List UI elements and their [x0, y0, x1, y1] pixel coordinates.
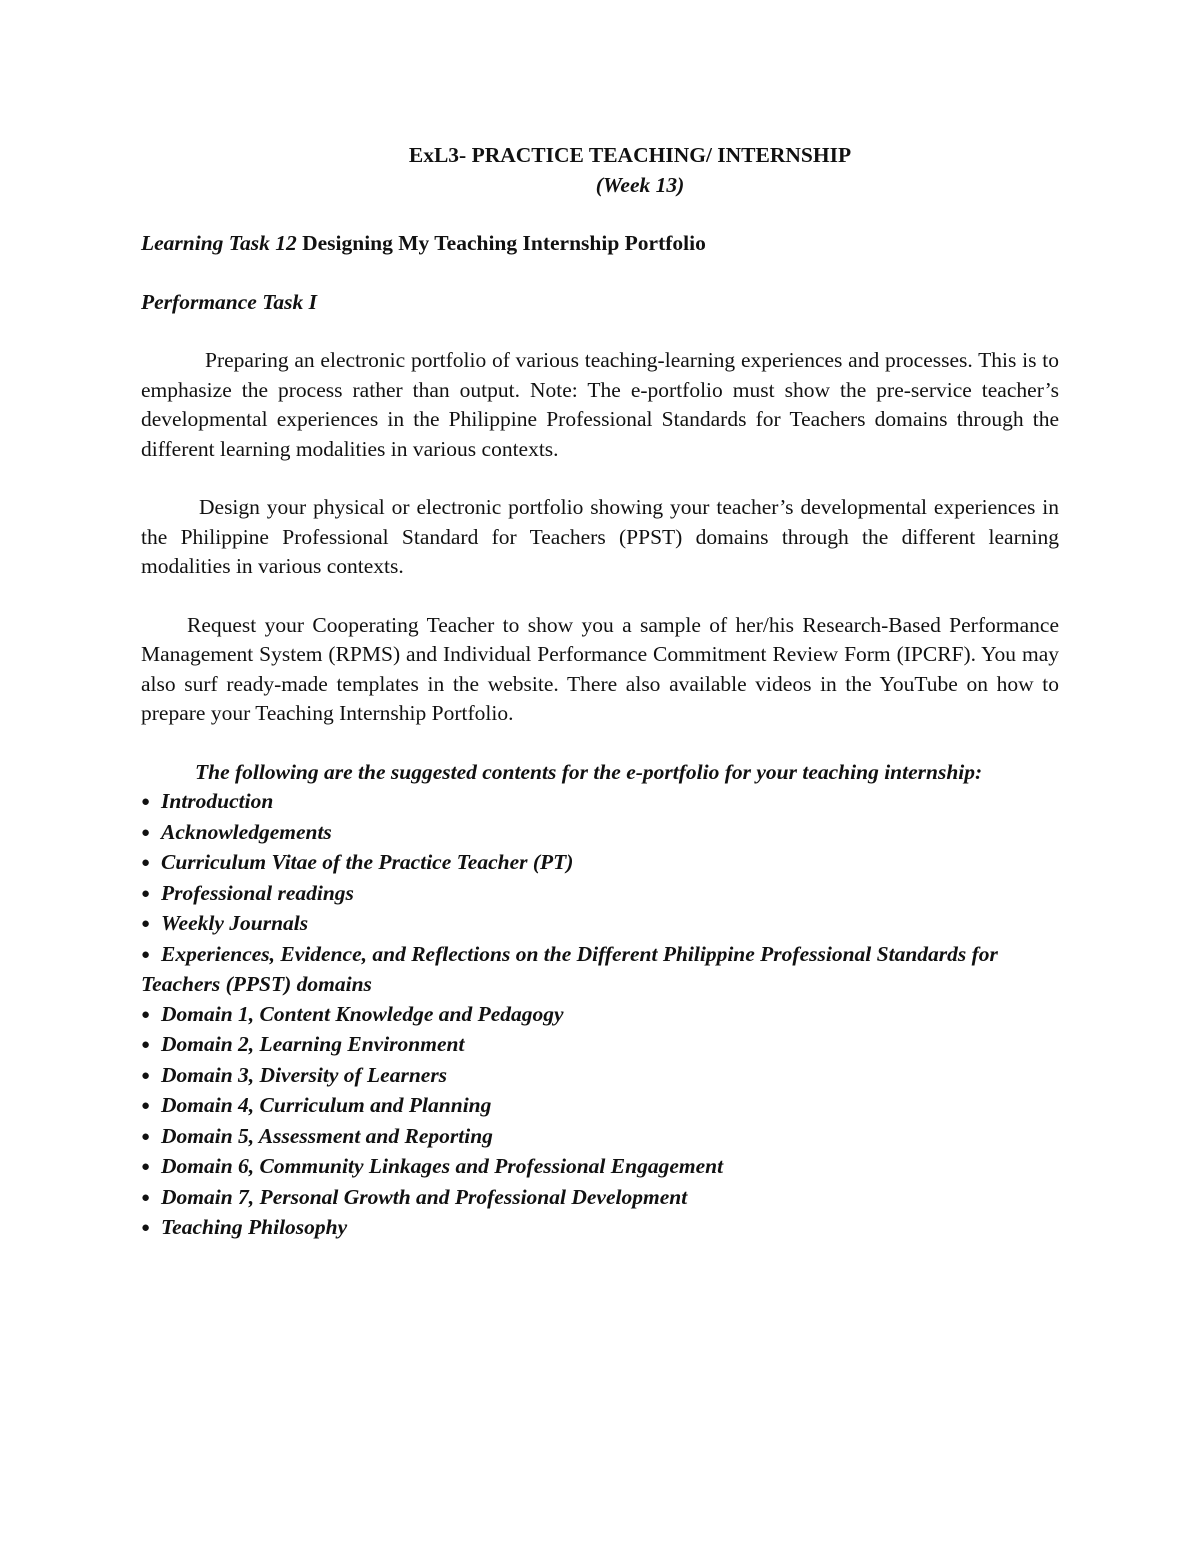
- contents-list: [141, 787, 1059, 1244]
- list-item: ● Acknowledgements: [141, 818, 1059, 849]
- contents-intro: The following are the suggested contents for the e-portfolio for your teaching internship:: [195, 759, 983, 784]
- bullet-icon: ●: [141, 1037, 151, 1053]
- list-item: ● Domain 3, Diversity of Learners: [141, 1061, 1059, 1092]
- list-item: ● Experiences, Evidence, and Reflections on the Different Philippine Professional Standards for Teachers (PPST) domains: [141, 941, 998, 996]
- bullet-icon: ●: [141, 1067, 151, 1084]
- bullet-icon: ●: [141, 1128, 151, 1145]
- list-item: ● Curriculum Vitae of the Practice Teacher (PT): [141, 848, 1059, 879]
- bullet-icon: ●: [141, 1006, 151, 1023]
- bullet-icon: ●: [141, 1098, 151, 1114]
- paragraph-eportfolio: Preparing an electronic portfolio of various teaching-learning experiences and processes. This is to emphasize the process rather than output. Note: The e-portfolio must show the pre-service teacher’s developmental experiences in the Philippine Professional Standards for Teachers domains through the different learning modalities in various contexts.: [141, 348, 1059, 461]
- document-title: ExL3- PRACTICE TEACHING/ INTERNSHIP: [408, 143, 852, 167]
- performance-task-heading: Performance Task I: [141, 289, 317, 314]
- bullet-icon: ●: [141, 855, 151, 871]
- bullet-icon: ●: [141, 1220, 151, 1236]
- paragraph-design: Design your physical or electronic portfolio showing your teacher’s developmental experiences in the Philippine Professional Standard for Teachers (PPST) domains through the different learning modalities in various contexts.: [141, 495, 1059, 578]
- document-page: [141, 141, 1059, 1244]
- list-item: ● Introduction: [141, 787, 1059, 818]
- learning-task-label: Learning Task 12: [141, 231, 297, 255]
- bullet-icon: ●: [141, 794, 151, 810]
- bullet-icon: ●: [141, 946, 151, 963]
- bullet-icon: ●: [141, 916, 151, 932]
- bullet-icon: ●: [141, 824, 151, 841]
- list-item: ● Domain 1, Content Knowledge and Pedagogy: [141, 1000, 1059, 1031]
- list-item: ● Domain 2, Learning Environment: [141, 1030, 1059, 1061]
- list-item: ● Professional readings: [141, 879, 1059, 910]
- list-item: ● Domain 4, Curriculum and Planning: [141, 1091, 1059, 1122]
- bullet-icon: ●: [141, 1189, 151, 1206]
- learning-task-heading: [141, 229, 1059, 259]
- bullet-icon: ●: [141, 885, 151, 902]
- bullet-icon: ●: [141, 1159, 151, 1175]
- paragraph-request: Request your Cooperating Teacher to show you a sample of her/his Research-Based Performance Management System (RPMS) and Individual Performance Commitment Review Form (IPCRF). You may also surf ready-made templates in the website. There also available videos in the YouTube on how to prepare your Teaching Internship Portfolio.: [141, 612, 1059, 725]
- list-item: ● Teaching Philosophy: [141, 1213, 1059, 1244]
- list-item: ● Domain 6, Community Linkages and Professional Engagement: [141, 1152, 1059, 1183]
- list-item: ● Domain 5, Assessment and Reporting: [141, 1122, 1059, 1153]
- week-label: (Week 13): [595, 172, 685, 197]
- list-item: ● Domain 7, Personal Growth and Professional Development: [141, 1183, 1059, 1214]
- learning-task-name: Designing My Teaching Internship Portfolio: [302, 231, 706, 255]
- list-item: ● Weekly Journals: [141, 909, 1059, 940]
